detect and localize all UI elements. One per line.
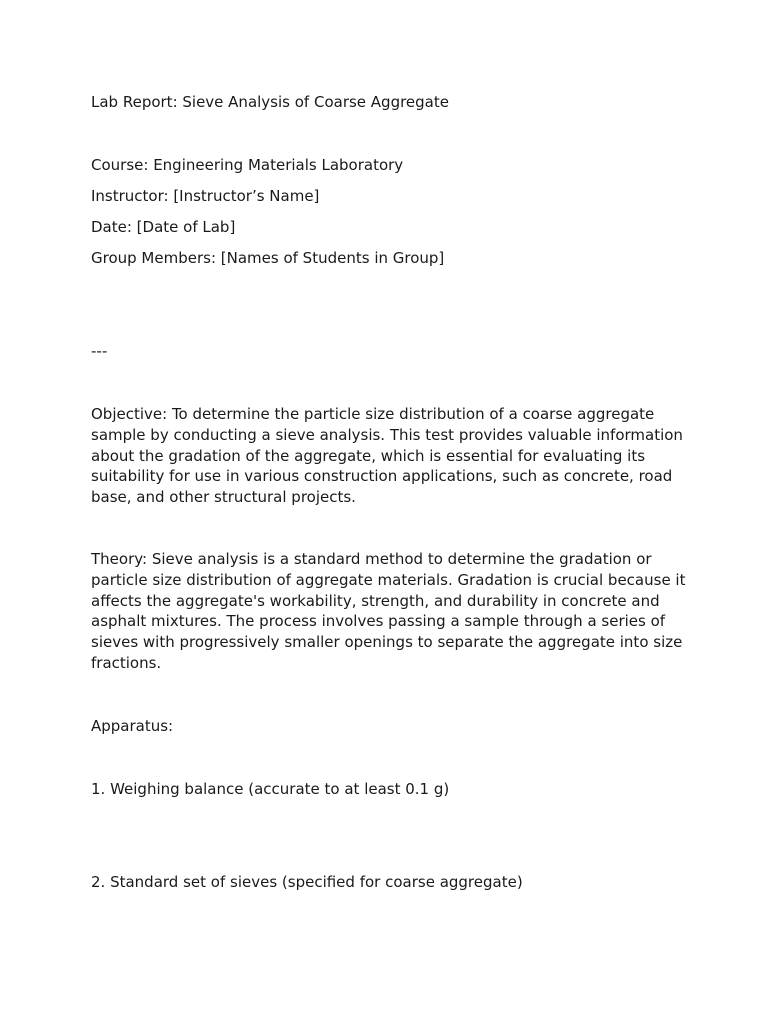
document-title: Lab Report: Sieve Analysis of Coarse Aggregate (91, 93, 449, 111)
section-divider: --- (91, 342, 108, 360)
apparatus-heading: Apparatus: (91, 717, 174, 735)
objective-paragraph: Objective: To determine the particle size distribution of a coarse aggregate sample by conducting a sieve analysis. This test provides valuable information about the gradation of the aggregate, which is essential for evaluating its suitability for use in various construction applications, such as concrete, road base, and other structural projects. (91, 405, 683, 507)
theory-paragraph: Theory: Sieve analysis is a standard method to determine the gradation or particle size distribution of aggregate materials. Gradation is crucial because it affects the aggregate's workability, strength, and durability in concrete and asphalt mixtures. The process involves passing a sample through a series of sieves with progressively smaller openings to separate the aggregate into size fractions. (91, 550, 686, 672)
instructor-line: Instructor: [Instructor’s Name] (91, 187, 320, 205)
apparatus-item: 1. Weighing balance (accurate to at least 0.1 g) (91, 780, 450, 798)
group-members-line: Group Members: [Names of Students in Group] (91, 249, 445, 267)
apparatus-item: 2. Standard set of sieves (specified for coarse aggregate) (91, 873, 523, 891)
course-line: Course: Engineering Materials Laboratory (91, 156, 404, 174)
date-line: Date: [Date of Lab] (91, 218, 236, 236)
